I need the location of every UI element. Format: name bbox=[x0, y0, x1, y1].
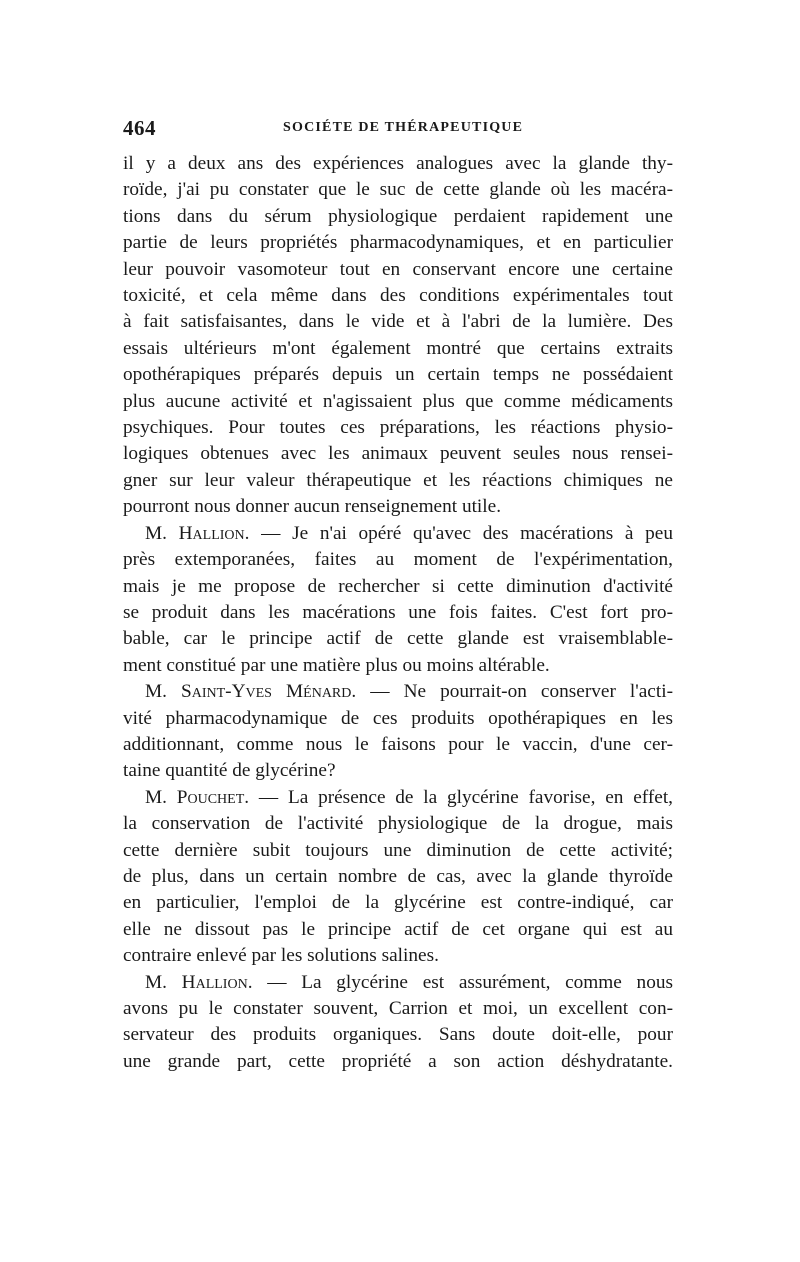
text-line: additionnant, comme nous le faisons pour le vaccin, d'une cer- bbox=[123, 733, 673, 755]
page-number: 464 bbox=[123, 116, 156, 140]
text-line: essais ultérieurs m'ont également montré que certains extraits bbox=[123, 337, 673, 359]
text-line bbox=[123, 521, 673, 547]
text-line: en particulier, l'emploi de la glycérine est contre-indiqué, car bbox=[123, 892, 673, 914]
running-title: SOCIÉTE DE THÉRAPEUTIQUE bbox=[283, 120, 524, 135]
text-line: se produit dans les macérations une fois faites. C'est fort pro- bbox=[123, 601, 673, 623]
paragraph-menard bbox=[123, 679, 673, 785]
text-line: de plus, dans un certain nombre de cas, avec la glande thyroïde bbox=[123, 865, 673, 887]
text-line: tions dans du sérum physiologique perdaient rapidement une bbox=[123, 205, 673, 227]
speaker-name: M. Saint-Yves Ménard. bbox=[145, 681, 357, 703]
text-line: leur pouvoir vasomoteur tout en conservant encore une certaine bbox=[123, 258, 673, 280]
text-line: partie de leurs propriétés pharmacodynamiques, et en particulier bbox=[123, 232, 673, 254]
text-line bbox=[123, 785, 673, 811]
text-line: à fait satisfaisantes, dans le vide et à l'abri de la lumière. Des bbox=[123, 311, 673, 333]
body-text bbox=[123, 151, 673, 1075]
text-line bbox=[123, 679, 673, 705]
speaker-name: M. Pouchet. bbox=[145, 786, 250, 808]
text-line: vité pharmacodynamique de ces produits opothérapiques en les bbox=[123, 707, 673, 729]
paragraph-continuation bbox=[123, 151, 673, 521]
text-line: roïde, j'ai pu constater que le suc de cette glande où les macéra- bbox=[123, 179, 673, 201]
text-line: elle ne dissout pas le principe actif de cet organe qui est au bbox=[123, 918, 673, 940]
text-line: taine quantité de glycérine? bbox=[123, 760, 336, 782]
speaker-name: M. Hallion. bbox=[145, 971, 253, 993]
text-line: contraire enlevé par les solutions salines. bbox=[123, 945, 439, 967]
text-line: près extemporanées, faites au moment de l'expérimentation, bbox=[123, 549, 673, 571]
text-fragment: — Ne pourrait-on conserver l'acti- bbox=[356, 681, 674, 703]
paragraph-pouchet bbox=[123, 785, 673, 970]
text-line: gner sur leur valeur thérapeutique et les réactions chimiques ne bbox=[123, 469, 673, 491]
text-line: cette dernière subit toujours une diminution de cette activité; bbox=[123, 839, 673, 861]
text-line: avons pu le constater souvent, Carrion et moi, un excellent con- bbox=[123, 998, 673, 1019]
text-line: toxicité, et cela même dans des conditions expérimentales tout bbox=[123, 285, 673, 307]
page-header bbox=[123, 116, 673, 140]
speaker-name: M. Hallion. bbox=[145, 522, 250, 544]
text-line: la conservation de l'activité physiologique de la drogue, mais bbox=[123, 813, 673, 835]
text-fragment: — Je n'ai opéré qu'avec des macérations à peu bbox=[249, 522, 673, 544]
text-line: servateur des produits organiques. Sans doute doit-elle, pour bbox=[123, 1024, 673, 1046]
text-line: opothérapiques préparés depuis un certain temps ne possédaient bbox=[123, 364, 673, 386]
paragraph-hallion-1 bbox=[123, 521, 673, 679]
text-line: logiques obtenues avec les animaux peuvent seules nous rensei- bbox=[123, 443, 673, 465]
text-line: il y a deux ans des expériences analogues avec la glande thy- bbox=[123, 153, 673, 174]
text-line: psychiques. Pour toutes ces préparations, les réactions physio- bbox=[123, 417, 673, 439]
text-fragment: — La glycérine est assurément, comme nous bbox=[252, 971, 673, 993]
text-line: une grande part, cette propriété a son action déshydratante. bbox=[123, 1050, 673, 1072]
text-line: plus aucune activité et n'agissaient plus que comme médicaments bbox=[123, 390, 673, 412]
text-fragment: — La présence de la glycérine favorise, en effet, bbox=[249, 786, 673, 808]
text-line: ment constitué par une matière plus ou moins altérable. bbox=[123, 654, 550, 676]
text-line: pourront nous donner aucun renseignement utile. bbox=[123, 496, 502, 518]
paragraph-hallion-2 bbox=[123, 970, 673, 1076]
text-line bbox=[123, 970, 673, 996]
text-line: bable, car le principe actif de cette glande est vraisemblable- bbox=[123, 628, 673, 650]
text-line: mais je me propose de rechercher si cette diminution d'activité bbox=[123, 575, 673, 597]
